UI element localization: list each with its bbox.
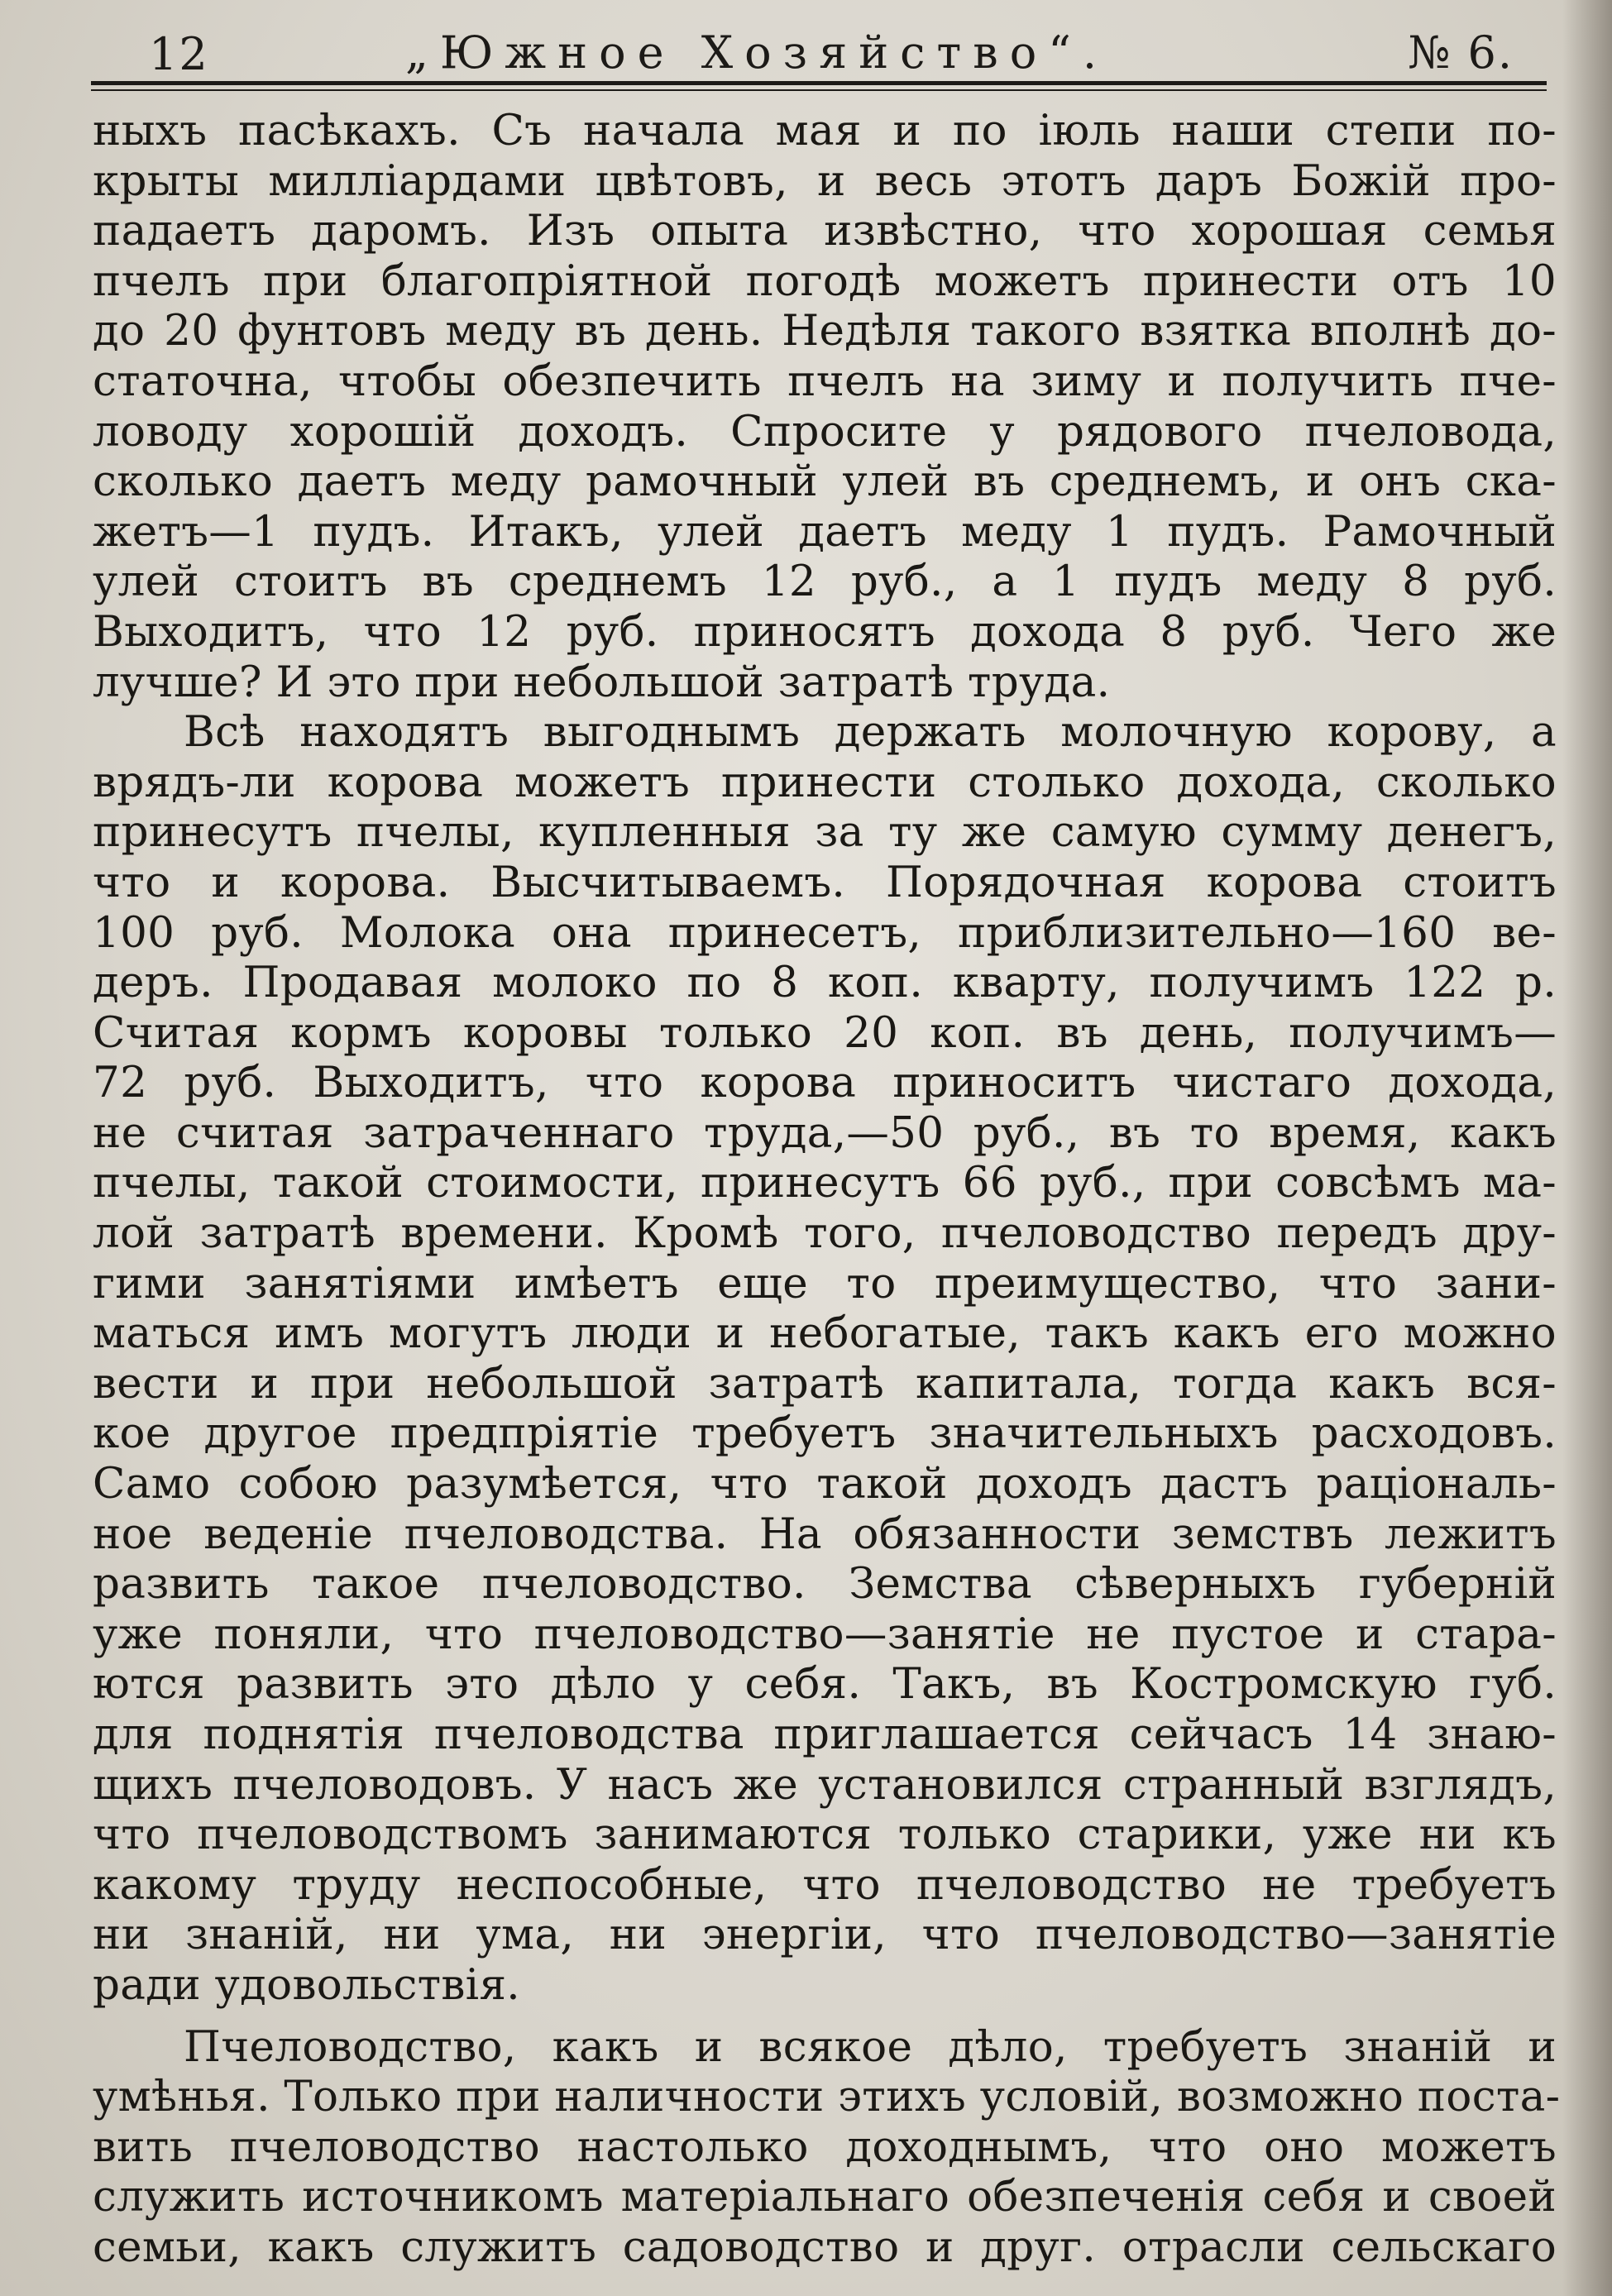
text-line: гими занятіями имѣетъ еще то преимущество, что зани- [93,1258,1557,1308]
text-line: вести и при небольшой затратѣ капитала, тогда какъ вся- [93,1358,1557,1409]
text-line: сколько даетъ меду рамочный улей въ среднемъ, и онъ ска- [93,457,1557,507]
text-line: для поднятія пчеловодства приглашается сейчасъ 14 знаю- [93,1710,1557,1759]
text-line: уже поняли, что пчеловодство—занятіе не пустое и стара- [93,1609,1557,1659]
text-line: ются развить это дѣло у себя. Такъ, въ Костромскую губ. [93,1659,1557,1710]
text-line: Пчеловодство, какъ и всякое дѣло, требуетъ знаній и [184,2021,1557,2072]
text-line: улей стоитъ въ среднемъ 12 руб., а 1 пудъ меду 8 руб. [93,557,1557,607]
text-line: до 20 фунтовъ меду въ день. Недѣля такого взятка вполнѣ до- [93,306,1557,356]
text-line: Само собою разумѣется, что такой доходъ дастъ раціональ- [93,1459,1557,1509]
running-header [91,23,1547,81]
text-line: жетъ—1 пудъ. Итакъ, улей даетъ меду 1 пудъ. Рамочный [93,506,1557,557]
text-line: ни знаній, ни ума, ни энергіи, что пчеловодство—занятіе [93,1910,1557,1960]
text-line: Всѣ находятъ выгоднымъ держать молочную корову, а [184,707,1557,758]
header-rule-thick [91,81,1547,85]
paragraph-1 [93,106,1557,707]
text-line: Считая кормъ коровы только 20 коп. въ день, получимъ— [93,1007,1557,1058]
text-line: 72 руб. Выходитъ, что корова приноситъ чистаго дохода, [93,1058,1557,1108]
text-line: служить источникомъ матеріальнаго обезпеченія себя и своей [93,2172,1557,2222]
text-line: принесутъ пчелы, купленныя за ту же самую сумму денегъ, [93,807,1557,858]
text-line: 100 руб. Молока она принесетъ, приблизительно—160 ве- [93,907,1557,958]
text-line: ныхъ пасѣкахъ. Съ начала мая и по іюль наши степи по- [93,106,1557,155]
paragraph-2 [93,707,1557,2010]
issue-number: № 6. [1408,26,1514,79]
header-rule-thin [91,89,1547,91]
paragraph-3 [93,2021,1561,2273]
text-line: Выходитъ, что 12 руб. приносятъ дохода 8 руб. Чего же [93,606,1557,657]
text-line: какому труду неспособные, что пчеловодство не требуетъ [93,1859,1557,1910]
text-line: пчелы, такой стоимости, принесутъ 66 руб., при совсѣмъ ма- [93,1158,1557,1208]
text-line: статочна, чтобы обезпечить пчелъ на зиму и получить пче- [93,356,1557,406]
text-line: пчелъ при благопріятной погодѣ можетъ принести отъ 10 [93,256,1557,306]
paragraph-gap [93,2011,1557,2022]
text-line: ради удовольствія. [93,1959,520,2010]
text-line: что пчеловодствомъ занимаются только старики, уже ни къ [93,1810,1557,1860]
text-line: деръ. Продавая молоко по 8 коп. кварту, получимъ 122 р. [93,958,1557,1008]
article-body [93,106,1561,2273]
text-line: лой затратѣ времени. Кромѣ того, пчеловодство передъ дру- [93,1208,1557,1259]
text-line: ное веденіе пчеловодства. На обязанности земствъ лежитъ [93,1509,1557,1559]
page-number: 12 [149,28,209,80]
text-line: падаетъ даромъ. Изъ опыта извѣстно, что хорошая семья [93,206,1557,256]
text-line: кое другое предпріятіе требуетъ значительныхъ расходовъ. [93,1409,1557,1459]
text-line: маться имъ могутъ люди и небогатые, такъ какъ его можно [93,1308,1557,1359]
journal-title: „Южное Хозяйство“. [405,26,1108,79]
text-line: щихъ пчеловодовъ. У насъ же установился странный взглядъ, [93,1759,1557,1810]
page-edge-shadow [1562,0,1612,2296]
text-line: врядъ-ли корова можетъ принести столько дохода, сколько [93,757,1557,807]
text-line: ловоду хорошій доходъ. Спросите у рядового пчеловода, [93,406,1557,457]
text-line: умѣнья. Только при наличности этихъ условій, возможно поста- [93,2072,1561,2122]
text-line: вить пчеловодство настолько доходнымъ, что оно можетъ [93,2121,1557,2172]
text-line: семьи, какъ служитъ садоводство и друг. отрасли сельскаго [93,2222,1557,2272]
text-line: крыты милліардами цвѣтовъ, и весь этотъ даръ Божій про- [93,155,1557,206]
text-line: что и корова. Высчитываемъ. Порядочная корова стоитъ [93,857,1557,907]
text-line: развить такое пчеловодство. Земства сѣверныхъ губерній [93,1559,1557,1610]
text-line: не считая затраченнаго труда,—50 руб., въ то время, какъ [93,1107,1557,1158]
text-line: лучше? И это при небольшой затратѣ труда. [93,657,1111,707]
